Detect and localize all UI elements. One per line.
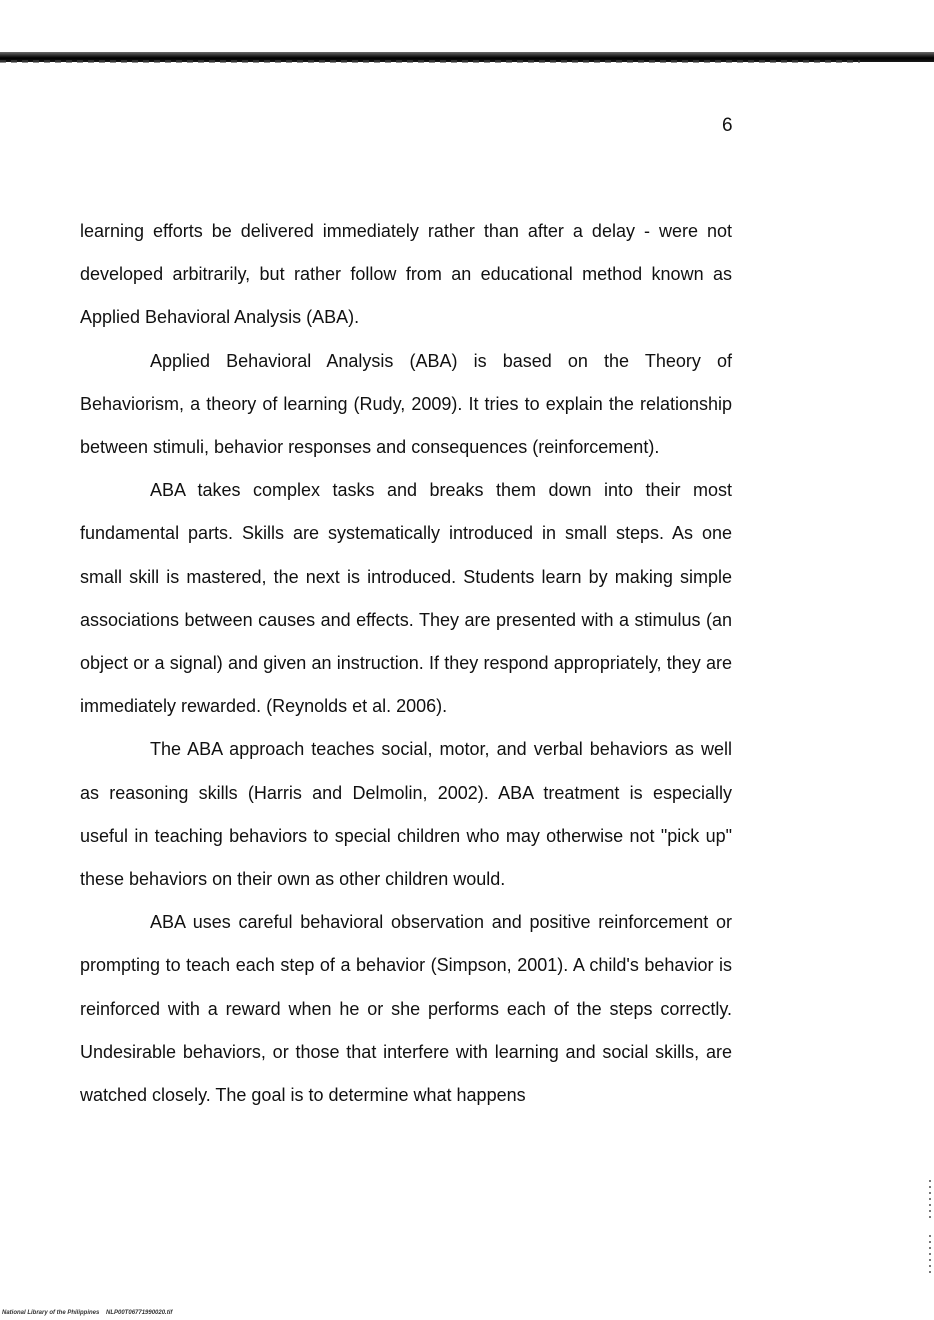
scan-edge-mark [929,1180,931,1220]
scan-edge-mark [929,1235,931,1275]
scan-edge-streak [0,60,860,63]
document-body [80,210,732,1117]
paragraph-3: ABA takes complex tasks and breaks them down into their most fundamental parts. Skills are systematically introduced in small steps. As one small skill is mastered, the next is introduced. Students learn by making simple associations between causes and effects. They are presented with a stimulus (an object or a signal) and given an instruction. If they respond appropriately, they are immediately rewarded. (Reynolds et al. 2006). [80,480,732,717]
archive-stamp: National Library of the Philippines NLP00T06771990020.tif [2,1310,173,1316]
paragraph-2: Applied Behavioral Analysis (ABA) is based on the Theory of Behaviorism, a theory of learning (Rudy, 2009). It tries to explain the relationship between stimuli, behavior responses and consequences (reinforcement). [80,350,732,458]
paragraph-4: The ABA approach teaches social, motor, and verbal behaviors as well as reasoning skills (Harris and Delmolin, 2002). ABA treatment is especially useful in teaching behaviors to special children who may otherwise not "pick up" these behaviors on their own as other children would. [80,739,732,890]
paragraph-5: ABA uses careful behavioral observation and positive reinforcement or prompting to teach each step of a behavior (Simpson, 2001). A child's behavior is reinforced with a reward when he or she performs each of the steps correctly. Undesirable behaviors, or those that interfere with learning and social skills, are watched closely. The goal is to determine what happens [80,912,732,1106]
page-number: 6 [722,115,733,136]
paragraph-1: learning efforts be delivered immediately rather than after a delay - were not developed arbitrarily, but rather follow from an educational method known as Applied Behavioral Analysis (ABA). [80,221,732,328]
